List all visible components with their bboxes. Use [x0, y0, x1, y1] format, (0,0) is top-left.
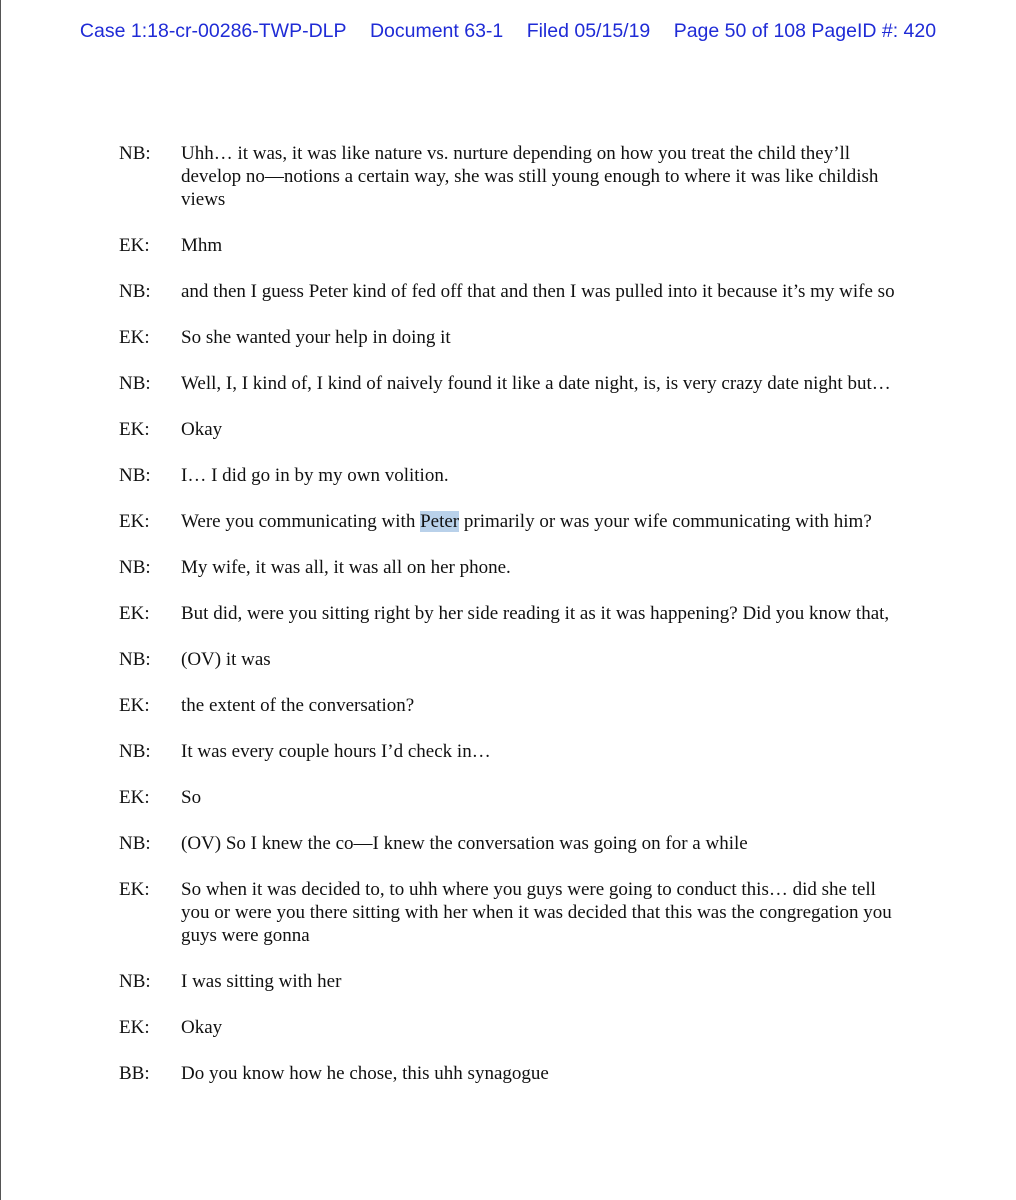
filed-date: Filed 05/15/19	[526, 20, 651, 42]
utterance: So when it was decided to, to uhh where you guys were going to conduct this… did she tell you or were you there sitting with her when it was decided that this was the congregation you guys were gonna	[181, 879, 892, 946]
utterance: (OV) So I knew the co—I knew the conversation was going on for a while	[181, 833, 748, 854]
transcript-entry	[0, 694, 1016, 717]
utterance-text-before: Were you communicating with	[181, 511, 421, 532]
utterance: It was every couple hours I’d check in…	[181, 741, 491, 762]
utterance: I… I did go in by my own volition.	[181, 465, 449, 486]
speaker-label: EK:	[119, 327, 150, 348]
transcript-entry	[0, 280, 1016, 303]
transcript-entry	[0, 326, 1016, 349]
speaker-label: NB:	[119, 143, 151, 164]
transcript-entry	[0, 602, 1016, 625]
transcript-entry	[0, 142, 1016, 211]
transcript	[0, 142, 1016, 1108]
speaker-label: NB:	[119, 373, 151, 394]
speaker-label: EK:	[119, 511, 150, 532]
speaker-label: EK:	[119, 695, 150, 716]
transcript-entry	[0, 970, 1016, 993]
page-info: Page 50 of 108 PageID #: 420	[673, 20, 937, 42]
speaker-label: NB:	[119, 649, 151, 670]
transcript-entry	[0, 648, 1016, 671]
speaker-label: NB:	[119, 281, 151, 302]
speaker-label: NB:	[119, 465, 151, 486]
utterance: the extent of the conversation?	[181, 695, 415, 716]
speaker-label: EK:	[119, 419, 150, 440]
utterance: Do you know how he chose, this uhh synagogue	[181, 1063, 549, 1084]
speaker-label: EK:	[119, 879, 150, 900]
transcript-entry	[0, 832, 1016, 855]
speaker-label: EK:	[119, 787, 150, 808]
utterance	[181, 510, 901, 533]
transcript-entry	[0, 1062, 1016, 1085]
speaker-label: NB:	[119, 971, 151, 992]
transcript-entry	[0, 556, 1016, 579]
transcript-entry	[0, 418, 1016, 441]
highlighted-name: Peter	[420, 511, 460, 532]
filing-header	[0, 20, 1016, 43]
transcript-entry	[0, 786, 1016, 809]
speaker-label: EK:	[119, 603, 150, 624]
transcript-entry	[0, 464, 1016, 487]
document-number: Document 63-1	[369, 20, 504, 42]
utterance: Mhm	[181, 235, 223, 256]
utterance: So	[181, 787, 202, 808]
speaker-label: NB:	[119, 833, 151, 854]
speaker-label: EK:	[119, 235, 150, 256]
utterance: (OV) it was	[181, 649, 271, 670]
transcript-entry	[0, 372, 1016, 395]
utterance: My wife, it was all, it was all on her phone.	[181, 557, 511, 578]
utterance: Well, I, I kind of, I kind of naively found it like a date night, is, is very crazy date night but…	[181, 373, 891, 394]
utterance: I was sitting with her	[181, 971, 342, 992]
utterance: Uhh… it was, it was like nature vs. nurture depending on how you treat the child they’ll develop no—notions a certain way, she was still young enough to where it was like childish views	[181, 143, 879, 210]
speaker-label: NB:	[119, 741, 151, 762]
transcript-entry	[0, 878, 1016, 947]
speaker-label: EK:	[119, 1017, 150, 1038]
utterance: So she wanted your help in doing it	[181, 327, 451, 348]
utterance: Okay	[181, 419, 223, 440]
transcript-entry	[0, 510, 1016, 533]
transcript-entry	[0, 234, 1016, 257]
transcript-entry	[0, 740, 1016, 763]
utterance-text-after: primarily or was your wife communicating with him?	[459, 511, 872, 532]
speaker-label: BB:	[119, 1063, 150, 1084]
transcript-entry	[0, 1016, 1016, 1039]
speaker-label: NB:	[119, 557, 151, 578]
utterance: Okay	[181, 1017, 223, 1038]
utterance: But did, were you sitting right by her side reading it as it was happening? Did you know that,	[181, 603, 890, 624]
case-number: Case 1:18-cr-00286-TWP-DLP	[79, 20, 347, 42]
utterance: and then I guess Peter kind of fed off that and then I was pulled into it because it’s my wife so	[181, 281, 895, 302]
